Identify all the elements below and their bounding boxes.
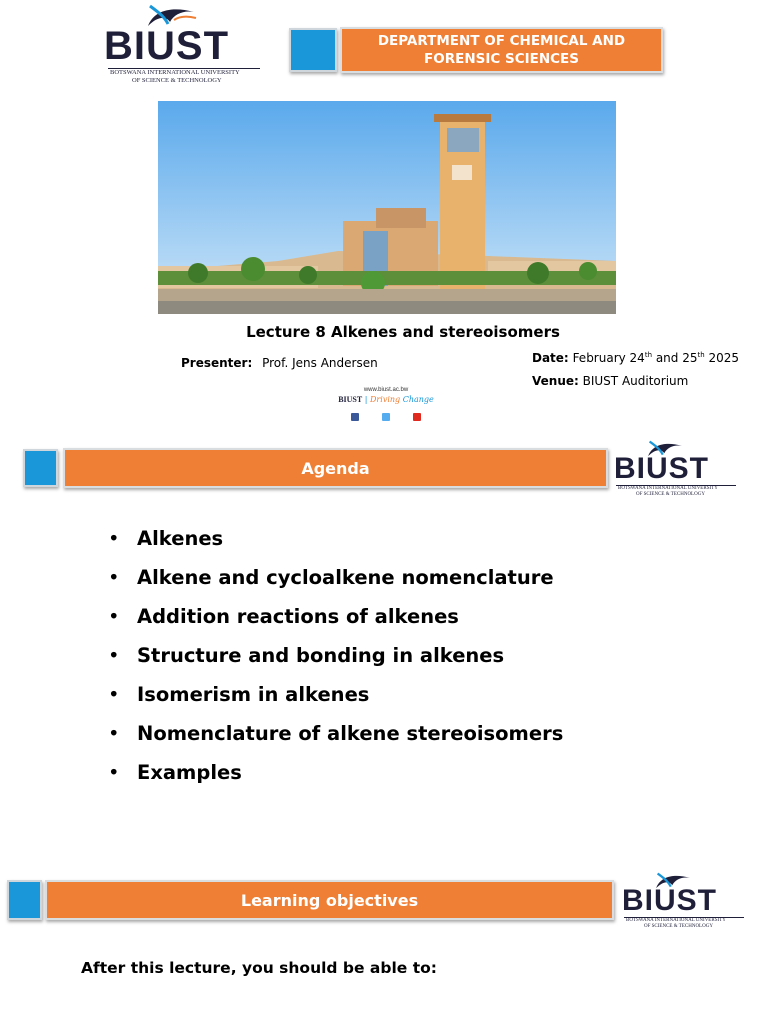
logo-line-1: BOTSWANA INTERNATIONAL UNIVERSITY <box>618 486 718 491</box>
date-row <box>532 351 739 365</box>
presenter-label: Presenter: <box>181 356 253 370</box>
footer-brand <box>330 387 442 425</box>
department-line-1: DEPARTMENT OF CHEMICAL AND <box>377 33 626 49</box>
brand-slogan <box>330 395 442 404</box>
objectives-banner <box>45 880 614 920</box>
website-url[interactable]: www.biust.ac.bw <box>363 387 409 393</box>
logo-wordmark: BIUST <box>104 24 229 68</box>
agenda-accent-square <box>23 449 58 487</box>
venue-label: Venue: <box>532 374 579 388</box>
agenda-banner <box>63 448 608 488</box>
logo-wordmark: BIUST <box>614 452 709 485</box>
venue-row <box>532 374 688 388</box>
presenter-row <box>181 356 378 370</box>
logo-line-2: OF SCIENCE & TECHNOLOGY <box>132 77 222 84</box>
list-item: • Addition reactions of alkenes <box>108 605 708 644</box>
lecture-title: Lecture 8 Alkenes and stereoisomers <box>246 323 560 341</box>
list-item: • Alkenes <box>108 527 708 566</box>
objectives-intro: After this lecture, you should be able to: <box>81 959 437 977</box>
list-item: • Examples <box>108 761 708 800</box>
logo-line-2: OF SCIENCE & TECHNOLOGY <box>644 924 713 929</box>
social-icons <box>330 406 442 425</box>
biust-logo-agenda <box>614 440 746 500</box>
presenter-name: Prof. Jens Andersen <box>262 356 378 370</box>
venue-value: BIUST Auditorium <box>582 374 689 388</box>
list-item: • Isomerism in alkenes <box>108 683 708 722</box>
department-banner <box>340 27 663 73</box>
brand-separator: | <box>364 395 368 404</box>
list-item: • Nomenclature of alkene stereoisomers <box>108 722 708 761</box>
date-label: Date: <box>532 351 569 365</box>
logo-wordmark: BIUST <box>622 884 717 917</box>
slogan-word-1: Driving <box>370 395 401 404</box>
agenda-heading: Agenda <box>301 458 370 478</box>
campus-photo <box>158 101 616 314</box>
list-item: • Alkene and cycloalkene nomenclature <box>108 566 708 605</box>
logo-line-1: BOTSWANA INTERNATIONAL UNIVERSITY <box>110 69 240 76</box>
twitter-icon[interactable] <box>382 413 390 421</box>
objectives-accent-square <box>7 880 42 920</box>
brand-name: BIUST <box>338 395 363 404</box>
date-value: February 24th and 25th 2025 <box>572 351 740 365</box>
objectives-heading: Learning objectives <box>240 890 419 910</box>
logo-line-1: BOTSWANA INTERNATIONAL UNIVERSITY <box>626 918 726 923</box>
slogan-word-2: Change <box>402 395 434 404</box>
agenda-list <box>108 527 708 800</box>
biust-logo-objectives <box>622 872 754 932</box>
logo-line-2: OF SCIENCE & TECHNOLOGY <box>636 492 705 497</box>
facebook-icon[interactable] <box>351 413 359 421</box>
list-item: • Structure and bonding in alkenes <box>108 644 708 683</box>
youtube-icon[interactable] <box>413 413 421 421</box>
department-line-2: FORENSIC SCIENCES <box>424 51 579 67</box>
header-accent-square <box>289 28 337 72</box>
campus-photo-image <box>158 101 616 314</box>
biust-logo-header <box>104 4 272 86</box>
